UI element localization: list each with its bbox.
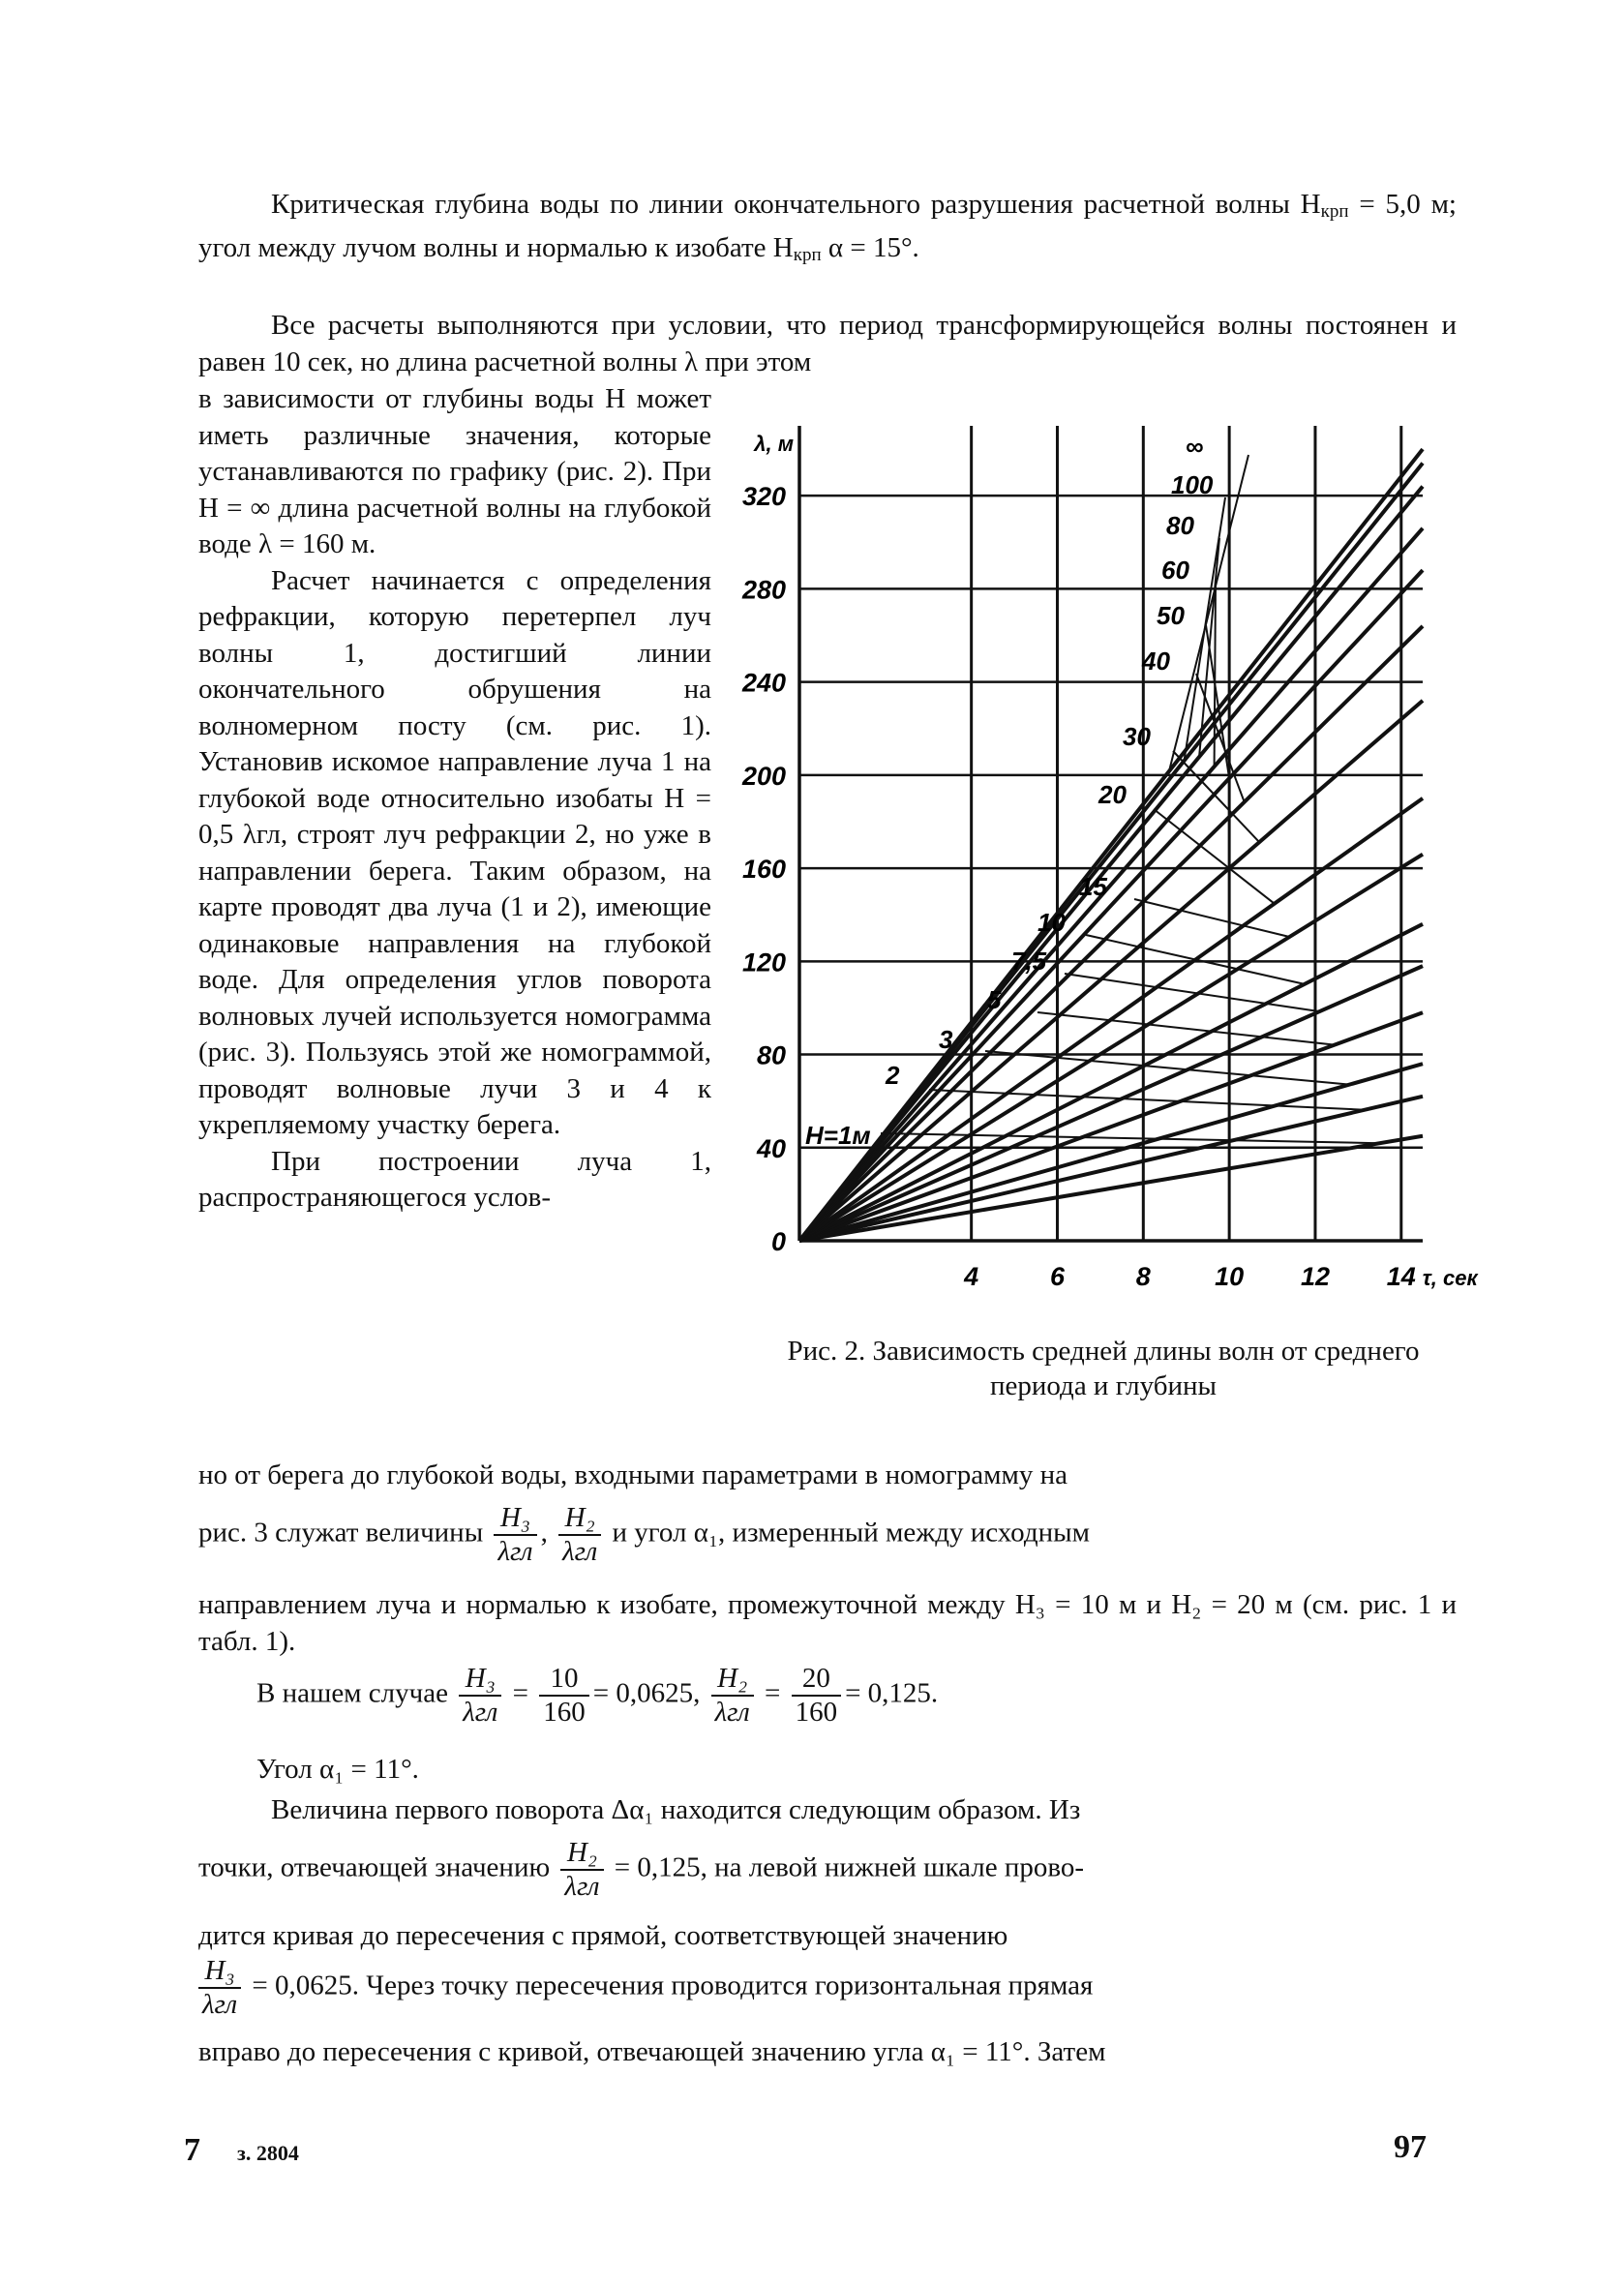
paragraph-quantities: рис. 3 служат величины H₃ λгл , H₂ λгл и угол α₁, измеренный между исходным xyxy=(198,1502,1090,1567)
fraction-h3-lgl-3: H₃ λгл xyxy=(198,1957,241,2019)
x-axis-label: τ, сек xyxy=(1422,1266,1478,1290)
curve-label: H=1м xyxy=(805,1121,871,1150)
x-tick-label: 6 xyxy=(1049,1262,1065,1291)
figure-caption: Рис. 2. Зависимость средней длины волн от среднего периода и глубины xyxy=(787,1336,1420,1401)
paragraph-refraction: Расчет начинается с определения рефракции, которую перетерпел луч волны 1, достигший линии окончательного обрушения на волномерном посту (см. рис. 1). Установив искомое направление луча 1 на глубокой воде относительно изобаты H = 0,5 λгл, строят луч рефракции 2, но уже в направлении берега. Таким образом, на карте проводят два луча (1 и 2), имеющие одинаковые направления на глубокой воде. Для определения углов поворота волновых лучей используется номограмма (рис. 3). Пользуясь этой же номограммой, проводят волновые лучи 3 и 4 к укрепляемому участку берега. xyxy=(198,564,711,1140)
paragraph-right: вправо до пересечения с кривой, отвечающей значению угла α₁ = 11°. Затем xyxy=(198,2036,1106,2067)
fraction-h3-lgl-2: H₃ λгл xyxy=(459,1665,501,1727)
paragraph-intersection: H₃ λгл = 0,0625. Через точку пересечения проводится горизонтальная прямая xyxy=(198,1957,1457,2019)
paragraph-point: точки, отвечающей значению H₂ λгл = 0,125, на левой нижней шкале прово- xyxy=(198,1837,1084,1902)
paragraph-our-case: В нашем случае H₃ λгл = $\frac{10}{160}$ = 0,0625, H₂ λгл = $\frac{20}{160}$ = 0,125. xyxy=(256,1663,939,1728)
curve-label: 50 xyxy=(1157,601,1185,630)
paragraph-input-params: но от берега до глубокой воды, входными параметрами в номограмму на xyxy=(198,1459,1068,1490)
y-tick-label: 240 xyxy=(741,668,786,698)
curve-label: 30 xyxy=(1123,722,1151,751)
x-tick-label: 14 xyxy=(1386,1262,1416,1291)
curve-label: 15 xyxy=(1079,872,1107,901)
series-line xyxy=(799,966,1423,1241)
curve-label: 20 xyxy=(1098,780,1127,809)
fraction-10-160: $\frac{10}{160}$ xyxy=(539,1665,589,1727)
curve-leader-line xyxy=(1086,935,1305,984)
x-tick-label: 8 xyxy=(1135,1262,1151,1291)
curve-leader-line xyxy=(1215,583,1216,767)
y-tick-label: 120 xyxy=(741,947,786,978)
series-line xyxy=(799,449,1423,1241)
page-number: 97 xyxy=(1394,2129,1427,2165)
x-tick-label: 12 xyxy=(1300,1262,1330,1291)
fraction-h2-lgl-3: H₂ λгл xyxy=(560,1839,603,1901)
series-line xyxy=(799,570,1423,1241)
paragraph-curve: дится кривая до пересечения с прямой, соответствующей значению xyxy=(198,1920,1008,1951)
series-line xyxy=(799,1097,1423,1241)
y-tick-label: 160 xyxy=(741,855,786,885)
paragraph-ray-construction: При построении луча 1, распространяющегося услов- xyxy=(198,1145,711,1213)
curve-label: ∞ xyxy=(1186,432,1204,461)
paragraph-calc-conditions: Все расчеты выполняются при условии, что период трансформирующейся волны постоянен и равен 10 сек, но длина расчетной волны λ при этом xyxy=(198,310,1457,377)
left-column-text xyxy=(198,381,711,1217)
curve-label: 2 xyxy=(886,1061,900,1090)
paragraph-angle: Угол α₁ = 11°. xyxy=(256,1754,419,1785)
x-tick-label: 10 xyxy=(1215,1262,1245,1291)
curve-label: 7,5 xyxy=(1011,947,1047,976)
curve-label: 5 xyxy=(987,985,1002,1014)
paragraph-critical-depth: Критическая глубина воды по линии окончательного разрушения расчетной волны $H_{крп} = 5,0$ м; угол между лучом волны и нормалью к изобате $H_{крп}$ α = 15°. xyxy=(198,189,1457,265)
paragraph-direction: направлением луча и нормалью к изобате, промежуточной между H₃ = 10 м и H₂ = 20 м (см. рис. 1 и табл. 1). xyxy=(198,1589,1457,1657)
curve-label: 3 xyxy=(939,1025,953,1054)
curve-leader-line xyxy=(1154,809,1275,904)
y-tick-label: 0 xyxy=(770,1227,786,1256)
paragraph-first-turn: Величина первого поворота Δα₁ находится следующим образом. Из xyxy=(271,1794,1081,1825)
fraction-20-160: $\frac{20}{160}$ xyxy=(792,1665,842,1727)
x-tick-label: 4 xyxy=(964,1262,979,1291)
fraction-h2-lgl: H₂ λгл xyxy=(558,1504,601,1566)
curve-label: 100 xyxy=(1171,470,1214,499)
y-tick-label: 80 xyxy=(756,1040,786,1070)
fraction-h3-lgl: H₃ λгл xyxy=(494,1504,536,1566)
curve-label: 10 xyxy=(1038,908,1066,937)
curve-label: 80 xyxy=(1166,511,1194,540)
y-tick-label: 320 xyxy=(741,482,786,512)
y-axis-label: λ, м xyxy=(754,432,794,456)
y-tick-label: 200 xyxy=(741,761,786,791)
fraction-h2-lgl-2: H₂ λгл xyxy=(711,1665,754,1727)
y-tick-label: 40 xyxy=(756,1133,786,1163)
curve-label: 60 xyxy=(1161,556,1189,585)
y-tick-label: 280 xyxy=(741,575,786,605)
footer-signature: 7 з. 2804 xyxy=(184,2132,299,2168)
wave-length-chart xyxy=(716,416,1478,1316)
curve-label: 40 xyxy=(1142,647,1170,676)
paragraph-depth-dependence: в зависимости от глубины воды H может иметь различные значения, которые устанавливаются по графику (рис. 2). При H = ∞ длина расчетной волны на глубокой воде λ = 160 м. xyxy=(198,383,711,559)
